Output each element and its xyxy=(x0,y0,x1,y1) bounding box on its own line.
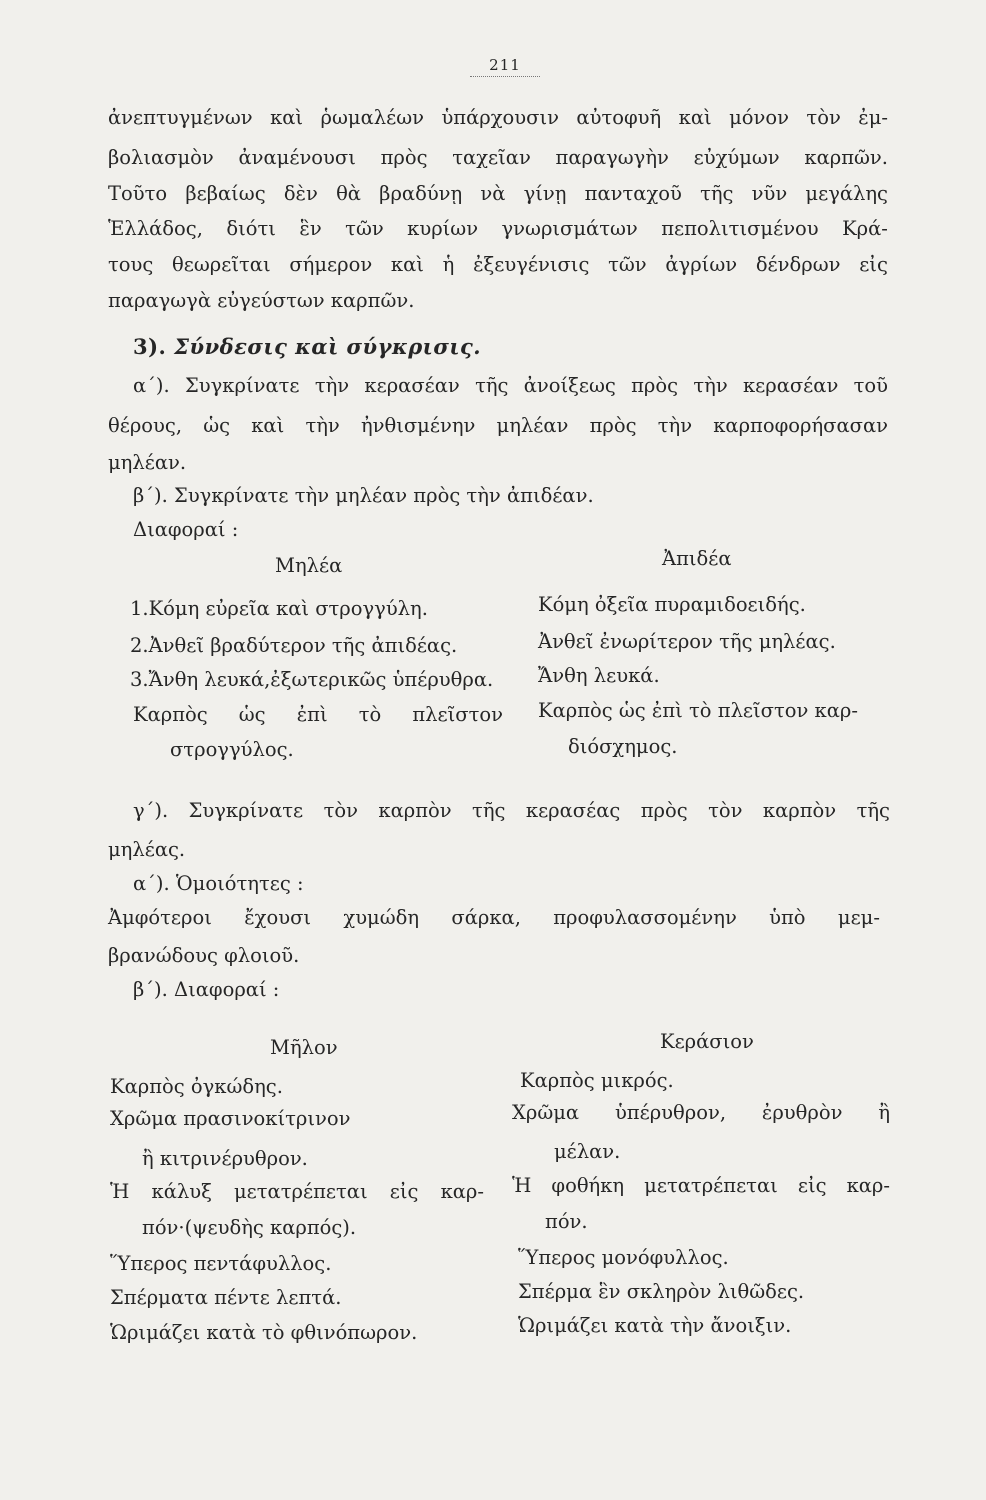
cherry-trait: Ἡ φοθήκη μετατρέπεται εἰς καρ- xyxy=(512,1174,890,1197)
apple-trait: πόν·(ψευδὴς καρπός). xyxy=(142,1216,357,1239)
section-title: Σύνδεσις καὶ σύγκρισις. xyxy=(174,334,482,359)
intro-line: Τοῦτο βεβαίως δὲν θὰ βραδύνῃ νὰ γίνῃ πανταχοῦ τῆς νῦν μεγάλης xyxy=(108,182,888,205)
intro-line: βολιασμὸν ἀναμένουσι πρὸς ταχεῖαν παραγωγὴν εὐχύμων καρπῶν. xyxy=(108,146,888,169)
page-number: 211 xyxy=(470,56,540,77)
pear-tree-header: Ἀπιδέα xyxy=(662,547,732,570)
intro-line: τους θεωρεῖται σήμερον καὶ ἡ ἐξευγένισις τῶν ἀγρίων δένδρων εἰς xyxy=(108,253,888,276)
item-c-line: γ΄). Συγκρίνατε τὸν καρπὸν τῆς κερασέας πρὸς τὸν καρπὸν τῆς xyxy=(133,799,890,822)
apple-tree-trait: 3.Ἄνθη λευκά,ἐξωτερικῶς ὑπέρυθρα. xyxy=(130,668,494,691)
apple-trait: ἢ κιτρινέρυθρον. xyxy=(142,1147,308,1170)
intro-line: Ἑλλάδος, διότι ἓν τῶν κυρίων γνωρισμάτων πεπολιτισμένου Κρά- xyxy=(108,217,888,240)
cherry-trait: Καρπὸς μικρός. xyxy=(520,1069,674,1092)
cherry-trait: Σπέρμα ἓν σκληρὸν λιθῶδες. xyxy=(518,1280,805,1303)
apple-fruit-header: Μῆλον xyxy=(270,1036,338,1059)
item-a-line: θέρους, ὡς καὶ τὴν ἠνθισμένην μηλέαν πρὸς τὴν καρποφορήσασαν xyxy=(108,414,888,437)
pear-tree-trait: Ἄνθη λευκά. xyxy=(538,664,660,687)
section-number: 3). xyxy=(133,334,167,359)
differences-label: β΄). Διαφοραί : xyxy=(133,978,280,1001)
apple-trait: Σπέρματα πέντε λεπτά. xyxy=(110,1286,342,1309)
cherry-trait: Ὕπερος μονόφυλλος. xyxy=(518,1246,729,1269)
cherry-trait: μέλαν. xyxy=(554,1140,621,1163)
pear-fruit-shape: Καρπὸς ὡς ἐπὶ τὸ πλεῖστον καρ- xyxy=(538,699,858,722)
intro-line: παραγωγὰ εὐγεύστων καρπῶν. xyxy=(108,289,415,312)
apple-trait: Ὕπερος πεντάφυλλος. xyxy=(110,1252,332,1275)
apple-trait: Ὡριμάζει κατὰ τὸ φθινόπωρον. xyxy=(110,1321,418,1344)
apple-trait: Ἡ κάλυξ μετατρέπεται εἰς καρ- xyxy=(110,1180,484,1203)
pear-fruit-shape: διόσχημος. xyxy=(568,735,678,758)
apple-trait: Καρπὸς ὀγκώδης. xyxy=(110,1075,283,1098)
cherry-trait: Ὡριμάζει κατὰ τὴν ἄνοιξιν. xyxy=(518,1314,792,1337)
cherry-trait: Χρῶμα ὑπέρυθρον, ἐρυθρὸν ἢ xyxy=(512,1101,890,1124)
item-a-line: α΄). Συγκρίνατε τὴν κερασέαν τῆς ἀνοίξεως πρὸς τὴν κερασέαν τοῦ xyxy=(133,374,888,397)
similarities-line: Ἀμφότεροι ἔχουσι χυμώδη σάρκα, προφυλασσομένην ὑπὸ μεμ- xyxy=(108,906,880,929)
apple-tree-trait: 2.Ἀνθεῖ βραδύτερον τῆς ἀπιδέας. xyxy=(130,634,458,657)
item-b-line: β΄). Συγκρίνατε τὴν μηλέαν πρὸς τὴν ἀπιδέαν. xyxy=(133,484,594,507)
pear-tree-trait: Ἀνθεῖ ἐνωρίτερον τῆς μηλέας. xyxy=(538,630,836,653)
apple-tree-trait: 1.Κόμη εὐρεῖα καὶ στρογγύλη. xyxy=(130,597,428,620)
pear-tree-trait: Κόμη ὀξεῖα πυραμιδοειδής. xyxy=(538,593,806,616)
apple-fruit-shape: στρογγύλος. xyxy=(170,738,294,761)
similarities-label: α΄). Ὁμοιότητες : xyxy=(133,872,304,895)
section-heading xyxy=(133,335,481,359)
similarities-line: βρανώδους φλοιοῦ. xyxy=(108,944,300,967)
apple-tree-header: Μηλέα xyxy=(275,554,343,577)
apple-trait: Χρῶμα πρασινοκίτρινον xyxy=(110,1107,351,1130)
item-a-line: μηλέαν. xyxy=(108,451,187,474)
cherry-trait: πόν. xyxy=(545,1210,588,1233)
differences-label: Διαφοραί : xyxy=(133,518,239,541)
apple-fruit-shape: Καρπὸς ὡς ἐπὶ τὸ πλεῖστον xyxy=(133,703,503,726)
intro-line: ἀνεπτυγμένων καὶ ῥωμαλέων ὑπάρχουσιν αὐτοφυῆ καὶ μόνον τὸν ἐμ- xyxy=(108,106,888,129)
item-c-line: μηλέας. xyxy=(108,838,186,861)
cherry-fruit-header: Κεράσιον xyxy=(660,1030,754,1053)
